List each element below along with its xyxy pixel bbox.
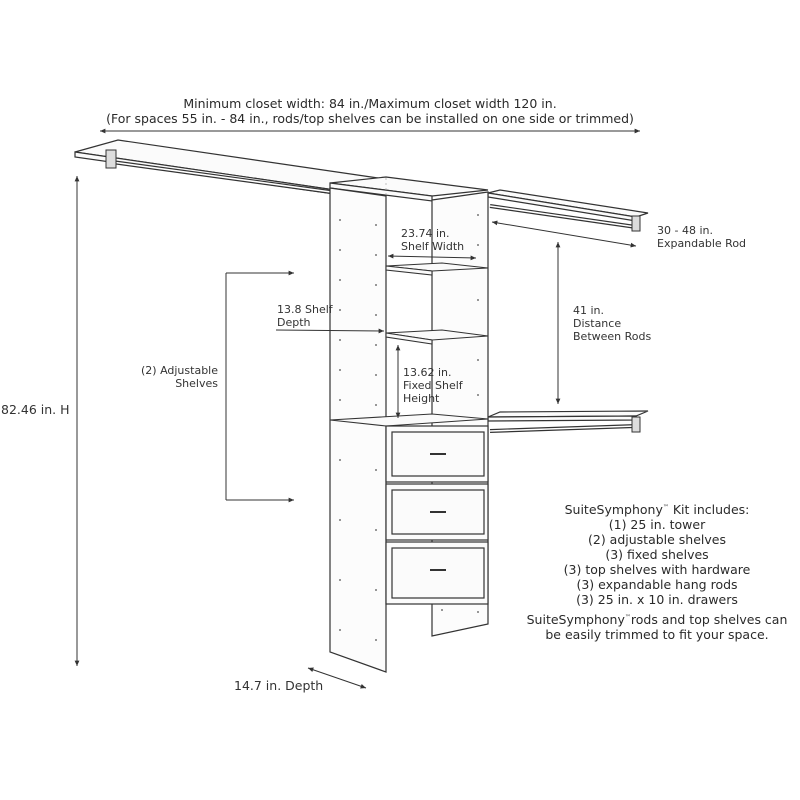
tower-left-panel (330, 188, 386, 672)
shelf-width-line-2: Shelf Width (401, 240, 465, 253)
closet-width-label (100, 96, 640, 126)
adjustable-shelves-line-2: Shelves (175, 377, 218, 390)
kit-note-trademark: ™ (624, 614, 631, 622)
kit-item: (3) top shelves with hardware (563, 562, 751, 578)
drawers (386, 426, 488, 604)
kit-brand: SuiteSymphony (564, 502, 663, 518)
rod-distance-line-2: Distance (573, 317, 622, 330)
kit-note-line-2: be easily trimmed to fit your space. (545, 627, 769, 643)
fixed-shelf-height-line-2: Fixed Shelf (403, 379, 463, 392)
kit-item: (3) 25 in. x 10 in. drawers (576, 592, 738, 608)
expandable-rod-line-1: 30 - 48 in. (657, 224, 713, 237)
kit-item: (1) 25 in. tower (608, 517, 706, 533)
expandable-rod-line-2: Expandable Rod (657, 237, 747, 250)
rod-distance-line-3: Between Rods (573, 330, 652, 343)
fixed-shelf-height-line-1: 13.62 in. (403, 366, 452, 379)
right-lower-shelf (488, 411, 648, 421)
closet-width-line-2: (For spaces 55 in. - 84 in., rods/top shelves can be installed on one side or trimmed) (106, 111, 634, 126)
rod-distance-line-1: 41 in. (573, 304, 605, 317)
adjustable-shelves-line-1: (2) Adjustable (140, 364, 218, 377)
kit-title-rest: Kit includes: (668, 502, 750, 518)
fixed-shelf-height-label (403, 366, 463, 405)
kit-includes-block (508, 500, 800, 642)
shelf-depth-line-1: 13.8 Shelf (277, 303, 333, 316)
adjustable-shelves-label (130, 364, 218, 390)
shelf-width-line-1: 23.74 in. (401, 227, 450, 240)
closet-width-line-1: Minimum closet width: 84 in./Maximum closet width 120 in. (183, 96, 557, 111)
expandable-rod-label (657, 224, 746, 250)
depth-label: 14.7 in. Depth (234, 678, 324, 693)
kit-note-line-1 (508, 610, 800, 627)
height-label: 82.46 in. H (1, 402, 70, 417)
kit-item: (3) fixed shelves (605, 547, 709, 563)
kit-item: (3) expandable hang rods (576, 577, 738, 593)
fixed-shelf-height-line-3: Height (403, 392, 440, 405)
kit-item: (2) adjustable shelves (587, 532, 726, 548)
kit-note-rest: rods and top shelves can (630, 612, 788, 628)
kit-title (508, 500, 800, 517)
shelf-depth-line-2: Depth (277, 316, 311, 329)
shelf-depth-label (277, 303, 333, 329)
shelf-width-label (401, 227, 464, 253)
kit-note-brand: SuiteSymphony (526, 612, 625, 628)
kit-trademark: ™ (662, 504, 669, 511)
rod-distance-label (573, 304, 651, 343)
